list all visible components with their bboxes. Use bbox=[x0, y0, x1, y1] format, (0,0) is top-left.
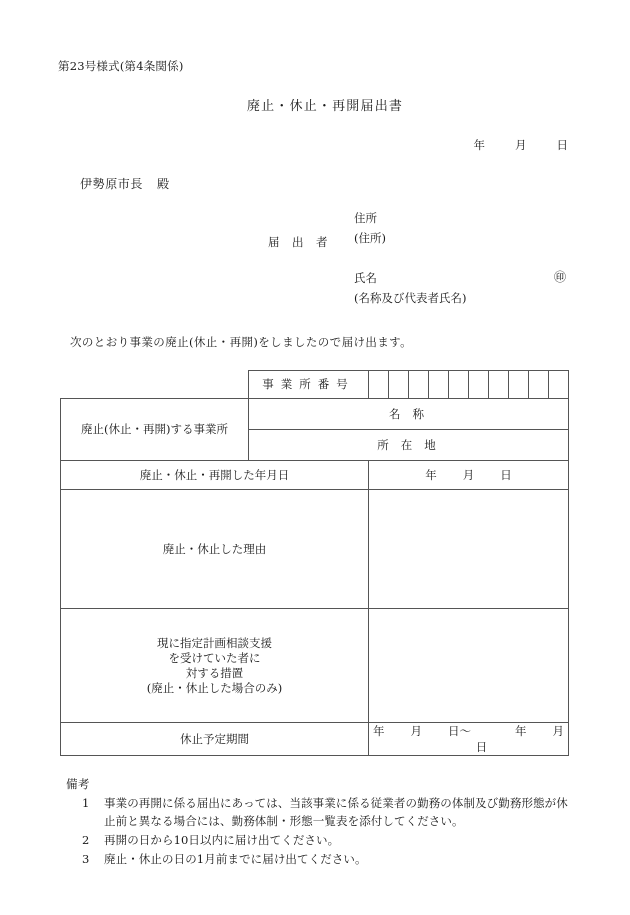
notes-section bbox=[66, 775, 586, 868]
action-date-label: 廃止・休止・再開した年月日 bbox=[61, 461, 369, 490]
suspension-from-year: 年 bbox=[373, 724, 385, 738]
office-number-cell[interactable] bbox=[369, 371, 389, 399]
submitter-label: 届 出 者 bbox=[268, 235, 328, 249]
form-number: 第23号様式(第4条関係) bbox=[58, 59, 184, 73]
office-number-cell[interactable] bbox=[489, 371, 509, 399]
main-form-table bbox=[60, 370, 568, 756]
suspension-period-label: 休止予定期間 bbox=[61, 723, 369, 756]
submitter-address-value-row bbox=[354, 228, 630, 248]
submitter-address-row bbox=[354, 208, 630, 228]
date-month-label: 月 bbox=[515, 138, 527, 152]
office-number-cell[interactable] bbox=[529, 371, 549, 399]
addressee-honorific: 殿 bbox=[157, 177, 170, 191]
submission-date-line bbox=[474, 137, 569, 153]
office-number-cell[interactable] bbox=[449, 371, 469, 399]
measures-label-line: 現に指定計画相談支援 bbox=[157, 635, 272, 650]
note-number: 1 bbox=[82, 796, 90, 810]
note-text: 再開の日から10日以内に届け出てください。 bbox=[104, 833, 340, 847]
measures-value-cell[interactable] bbox=[369, 609, 569, 723]
addressee-name: 伊勢原市長 bbox=[80, 177, 144, 191]
reason-value-cell[interactable] bbox=[369, 490, 569, 609]
submitter-name-note: (名称及び代表者氏名) bbox=[354, 291, 467, 305]
suspension-period-value-cell[interactable] bbox=[369, 723, 569, 756]
measures-label-line: (廃止・休止した場合のみ) bbox=[146, 680, 283, 695]
office-number-cell[interactable] bbox=[509, 371, 529, 399]
suspension-from-month: 月 bbox=[410, 724, 422, 738]
table-row-office-name bbox=[61, 399, 569, 430]
office-number-cell[interactable] bbox=[429, 371, 449, 399]
empty-corner-cell bbox=[61, 371, 249, 399]
office-number-cell[interactable] bbox=[469, 371, 489, 399]
note-text: 事業の再開に係る届出にあっては、当該事業に係る従業者の勤務の体制及び勤務形態が休 bbox=[104, 796, 568, 810]
note-text-cont: 止前と異なる場合には、勤務体制・形態一覧表を添付してください。 bbox=[104, 814, 464, 828]
table-row-office-number bbox=[61, 371, 569, 399]
note-item bbox=[66, 831, 586, 849]
office-number-label: 事業所番号 bbox=[249, 371, 369, 399]
table-row-reason bbox=[61, 490, 569, 609]
measures-label-line: を受けていた者に bbox=[168, 650, 261, 665]
action-date-year: 年 bbox=[425, 468, 437, 482]
note-item bbox=[66, 794, 586, 830]
submitter-name-note-row bbox=[354, 288, 630, 308]
suspension-to-month: 月 bbox=[552, 724, 564, 738]
date-day-label: 日 bbox=[556, 138, 568, 152]
submitter-name-row bbox=[354, 268, 630, 288]
page-title: 廃止・休止・再開届出書 bbox=[246, 99, 404, 114]
action-date-day: 日 bbox=[500, 468, 512, 482]
submitter-spacer-row bbox=[354, 248, 630, 268]
note-number: 3 bbox=[82, 852, 90, 866]
measures-label bbox=[61, 609, 369, 723]
suspension-from-day: 日〜 bbox=[448, 724, 471, 738]
measures-label-line: 対する措置 bbox=[185, 665, 244, 680]
note-text: 廃止・休止の日の1月前までに届け出てください。 bbox=[104, 852, 367, 866]
date-year-label: 年 bbox=[473, 138, 485, 152]
suspension-to-year: 年 bbox=[515, 724, 527, 738]
declaration-statement: 次のとおり事業の廃止(休止・再開)をしましたので届け出ます。 bbox=[70, 335, 413, 349]
office-number-cell[interactable] bbox=[389, 371, 409, 399]
seal-icon: ㊞ bbox=[554, 270, 567, 284]
submitter-fields bbox=[354, 208, 630, 308]
addressee bbox=[80, 175, 170, 192]
submitter-address-value[interactable]: (住所) bbox=[354, 231, 386, 245]
office-location-cell[interactable]: 所在地 bbox=[249, 430, 569, 461]
note-number: 2 bbox=[82, 833, 90, 847]
office-number-cell[interactable] bbox=[409, 371, 429, 399]
notes-title: 備考 bbox=[66, 777, 90, 791]
reason-label: 廃止・休止した理由 bbox=[61, 490, 369, 609]
submitter-name-label: 氏名 bbox=[354, 271, 377, 285]
action-date-value-cell[interactable] bbox=[369, 461, 569, 490]
note-item bbox=[66, 850, 586, 868]
target-office-label: 廃止(休止・再開)する事業所 bbox=[61, 399, 249, 461]
table-row-action-date bbox=[61, 461, 569, 490]
suspension-to-day: 日 bbox=[475, 740, 488, 754]
action-date-month: 月 bbox=[462, 468, 475, 482]
office-number-cell[interactable] bbox=[549, 371, 569, 399]
office-name-cell[interactable]: 名称 bbox=[249, 399, 569, 430]
table-row-suspension-period bbox=[61, 723, 569, 756]
table-row-measures bbox=[61, 609, 569, 723]
submitter-address-label: 住所 bbox=[354, 211, 377, 225]
